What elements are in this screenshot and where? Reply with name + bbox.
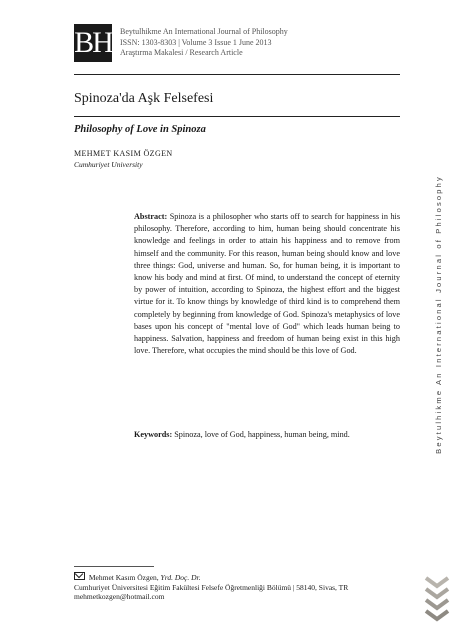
footnote-author-title: Yrd. Doç. Dr. — [160, 573, 201, 582]
author-affiliation: Cumhuriyet University — [74, 160, 143, 169]
title-rule — [74, 116, 400, 117]
keywords-text: Spinoza, love of God, happiness, human being, mind. — [174, 430, 350, 439]
keywords-label: Keywords: — [134, 430, 173, 439]
keywords-block — [134, 429, 400, 441]
author-name: MEHMET KASIM ÖZGEN — [74, 149, 173, 158]
author-footnote — [74, 572, 348, 602]
chevron-down-icon — [424, 574, 450, 622]
header-rule — [74, 74, 400, 75]
envelope-icon — [74, 572, 85, 580]
article-type: Araştırma Makalesi / Research Article — [120, 48, 243, 57]
journal-info — [120, 27, 288, 59]
footnote-rule — [74, 566, 154, 567]
abstract-label: Abstract: — [134, 212, 168, 221]
article-subtitle: Philosophy of Love in Spinoza — [74, 124, 206, 135]
abstract-block — [134, 211, 400, 357]
abstract-text: Spinoza is a philosopher who starts off to search for happiness in his philosophy. Therefore, according to him, human being should concentrate his knowledge and feelings in order to attain his happiness and to remove from himself and the community. For this reason, human being should know and love three things: God, universe and human. So, for human being, it is important to know his body and mind at first. Of mind, to understand the concept of eternity by power of intuition, according to Spinoza, the highest effort and the biggest virtue for it. To know things by knowledge of third kind is to comprehend them completely by beginning from knowledge of God. Spinoza's metaphysics of love bases upon his concept of "mental love of God" which leads human being to happiness. Salvation, happiness and freedom of human being exist in this high love. Therefore, what occupies the mind should be this love of God. — [134, 212, 401, 356]
journal-name: Beytulhikme An International Journal of Philosophy — [120, 27, 288, 36]
side-journal-text: Beytulhikme An International Journal of Philosophy — [433, 174, 443, 454]
article-title: Spinoza'da Aşk Felsefesi — [74, 91, 214, 106]
footnote-author-name: Mehmet Kasım Özgen, — [88, 573, 161, 582]
issn-line: ISSN: 1303-8303 | Volume 3 Issue 1 June 2013 — [120, 37, 272, 47]
footnote-institution: Cumhuriyet Üniversitesi Eğitim Fakültesi Felsefe Öğretmenliği Bölümü | 58140, Sivas, TR — [74, 582, 349, 592]
footnote-email[interactable]: mehmetkozgen@hotmail.com — [74, 592, 165, 601]
side-journal-title — [428, 134, 448, 494]
journal-logo: BH — [74, 24, 112, 62]
